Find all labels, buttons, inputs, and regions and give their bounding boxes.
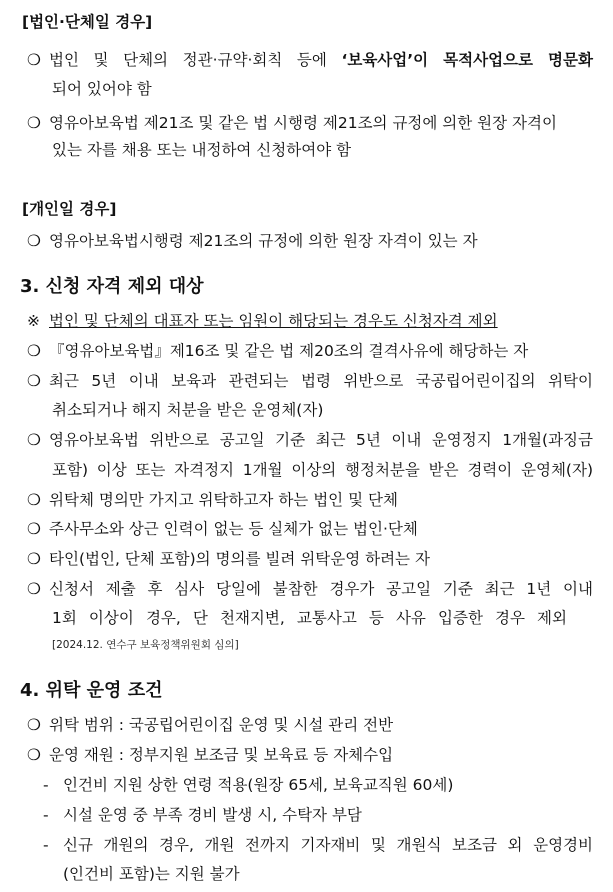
- bullet-circle-icon: ❍: [27, 746, 41, 764]
- exclusion-item-text: 타인(법인, 단체 포함)의 명의를 빌려 위탁운영 하려는 자: [49, 550, 430, 568]
- section-4-title: 4. 위탁 운영 조건: [20, 680, 163, 701]
- corporate-item-1-text: 법인 및 단체의 정관·규약·회칙 등에: [49, 51, 342, 69]
- exclusion-item-text: 『영유아보육법』제16조 및 같은 법 제20조의 결격사유에 해당하는 자: [49, 342, 529, 360]
- corporate-item-1-emphasis: ‘보육사업’이 목적사업으로 명문화: [341, 51, 593, 69]
- condition-item-scope-text: 위탁 범위 : 국공립어린이집 운영 및 시설 관리 전반: [49, 716, 394, 734]
- condition-sub-item: [43, 835, 593, 855]
- exclusion-item: [27, 490, 398, 510]
- exclusion-item-text: 영유아보육법 위반으로 공고일 기준 최근 5년 이내 운영정지 1개월(과징금: [49, 431, 593, 449]
- exclusion-item: [27, 579, 593, 599]
- section-3-note-text: 법인 및 단체의 대표자 또는 임원이 해당되는 경우도 신청자격 제외: [49, 312, 498, 330]
- exclusion-item: [27, 341, 528, 361]
- bullet-circle-icon: ❍: [27, 232, 41, 250]
- section-3-note: [27, 311, 498, 331]
- dash-marker: -: [43, 806, 49, 824]
- bullet-circle-icon: ❍: [27, 431, 41, 449]
- reference-mark-icon: ※: [27, 312, 40, 330]
- condition-sub-item-text: 인건비 지원 상한 연령 적용(원장 65세, 보육교직원 60세): [63, 776, 454, 794]
- condition-sub-item-text: 신규 개원의 경우, 개원 전까지 기자재비 및 개원식 보조금 외 운영경비: [63, 836, 593, 854]
- individual-heading: [개인일 경우]: [22, 200, 117, 218]
- exclusion-item-text: 최근 5년 이내 보육과 관련되는 법령 위반으로 국공립어린이집의 위탁이: [49, 372, 593, 390]
- bullet-circle-icon: ❍: [27, 51, 41, 69]
- exclusion-item: [27, 549, 430, 569]
- corporate-item-2-line1: 영유아보육법 제21조 및 같은 법 시행령 제21조의 규정에 의한 원장 자격이: [49, 114, 557, 132]
- condition-item-scope: [27, 715, 393, 735]
- corporate-item-1: [27, 50, 593, 70]
- condition-sub-item-continuation: (인건비 포함)는 지원 불가: [63, 865, 240, 883]
- bullet-circle-icon: ❍: [27, 520, 41, 538]
- exclusion-item-continuation: 1회 이상이 경우, 단 천재지변, 교통사고 등 사유 입증한 경우 제외: [52, 609, 567, 627]
- bullet-circle-icon: ❍: [27, 114, 41, 132]
- exclusion-item-text: 주사무소와 상근 인력이 없는 등 실체가 없는 법인·단체: [49, 520, 418, 538]
- exclusion-item-text: 신청서 제출 후 심사 당일에 불참한 경우가 공고일 기준 최근 1년 이내: [49, 580, 593, 598]
- individual-item-1-text: 영유아보육법시행령 제21조의 규정에 의한 원장 자격이 있는 자: [49, 232, 478, 250]
- bullet-circle-icon: ❍: [27, 342, 41, 360]
- condition-item-funding-text: 운영 재원 : 정부지원 보조금 및 보육료 등 자체수입: [49, 746, 394, 764]
- corporate-heading: [법인·단체일 경우]: [22, 13, 153, 31]
- bullet-circle-icon: ❍: [27, 580, 41, 598]
- condition-sub-item-text: 시설 운영 중 부족 경비 발생 시, 수탁자 부담: [63, 806, 362, 824]
- condition-sub-item: [43, 805, 362, 825]
- committee-source-note: [2024.12. 연수구 보육정책위원회 심의]: [52, 639, 239, 651]
- bullet-circle-icon: ❍: [27, 491, 41, 509]
- condition-sub-item: [43, 775, 453, 795]
- corporate-item-2: [27, 113, 557, 133]
- dash-marker: -: [43, 836, 49, 854]
- bullet-circle-icon: ❍: [27, 372, 41, 390]
- dash-marker: -: [43, 776, 49, 794]
- exclusion-item-continuation: 포함) 이상 또는 자격정지 1개월 이상의 행정처분을 받은 경력이 운영체(자): [52, 461, 593, 479]
- corporate-item-1-continuation: 되어 있어야 함: [52, 80, 152, 98]
- exclusion-item-continuation: 취소되거나 해지 처분을 받은 운영체(자): [52, 401, 324, 419]
- bullet-circle-icon: ❍: [27, 550, 41, 568]
- bullet-circle-icon: ❍: [27, 716, 41, 734]
- exclusion-item: [27, 430, 593, 450]
- condition-item-funding: [27, 745, 393, 765]
- individual-item-1: [27, 231, 478, 251]
- exclusion-item: [27, 519, 418, 539]
- section-3-title: 3. 신청 자격 제외 대상: [20, 276, 204, 297]
- exclusion-item: [27, 371, 593, 391]
- corporate-item-2-line2: 있는 자를 채용 또는 내정하여 신청하여야 함: [52, 141, 352, 159]
- exclusion-item-text: 위탁체 명의만 가지고 위탁하고자 하는 법인 및 단체: [49, 491, 398, 509]
